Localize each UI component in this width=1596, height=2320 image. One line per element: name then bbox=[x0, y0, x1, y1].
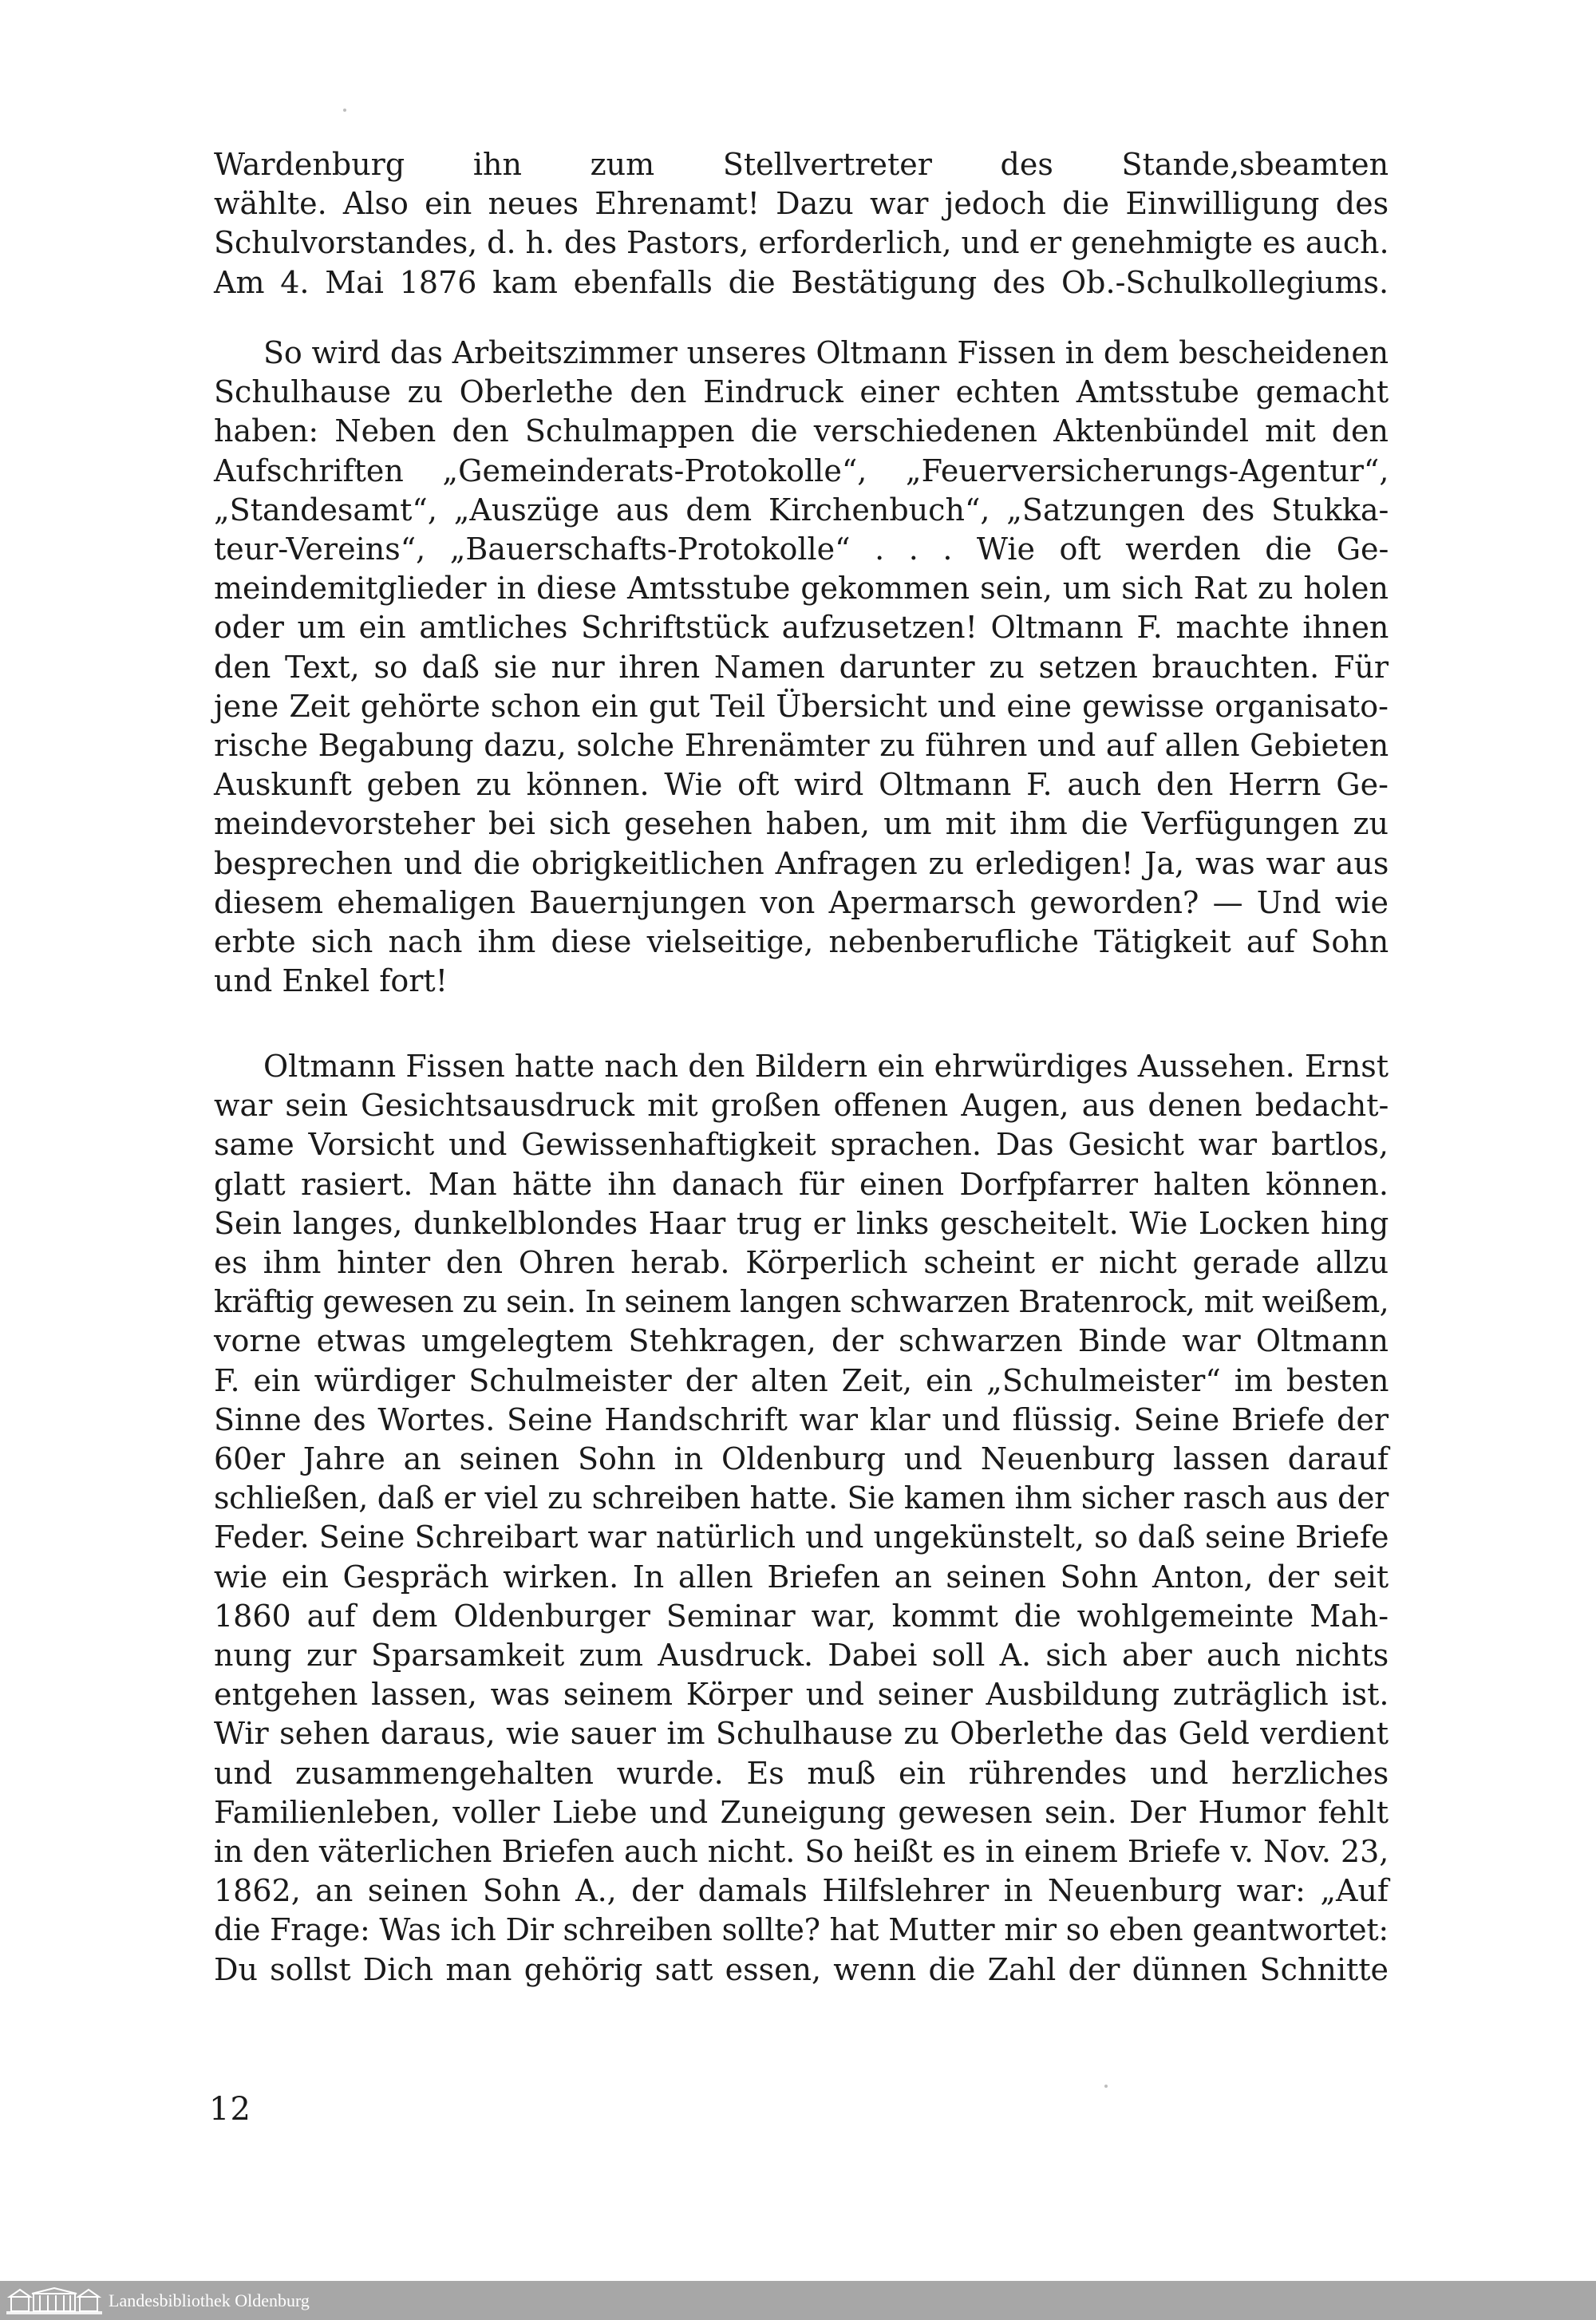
text-line: Schulhause zu Oberlethe den Eindruck einer echten Amtsstube gemacht bbox=[214, 374, 1389, 410]
text-line: teur-Vereins“, „Bauerschafts-Protokolle“ . . . Wie oft werden die Ge- bbox=[214, 532, 1389, 567]
text-line: 1862, an seinen Sohn A., der damals Hilfslehrer in Neuenburg war: „Auf bbox=[214, 1873, 1389, 1909]
text-line: besprechen und die obrigkeitlichen Anfragen zu erledigen! Ja, was war aus bbox=[214, 845, 1389, 881]
text-line: erbte sich nach ihm diese vielseitige, nebenberufliche Tätigkeit auf Sohn bbox=[214, 924, 1389, 960]
text-line: So wird das Arbeitszimmer unseres Oltmann Fissen in dem bescheidenen bbox=[263, 335, 1389, 370]
footer-bar bbox=[0, 2281, 1596, 2320]
text-line: Du sollst Dich man gehörig satt essen, wenn die Zahl der dünnen Schnitte bbox=[214, 1951, 1389, 1987]
text-line: kräftig gewesen zu sein. In seinem langen schwarzen Bratenrock, mit weißem, bbox=[214, 1284, 1389, 1320]
text-line: „Standesamt“, „Auszüge aus dem Kirchenbuch“, „Satzungen des Stukka- bbox=[214, 492, 1389, 528]
text-line: wie ein Gespräch wirken. In allen Briefen an seinen Sohn Anton, der seit bbox=[214, 1559, 1389, 1595]
paragraph-2 bbox=[214, 334, 1389, 1001]
text-line: Wardenburg ihn zum Stellvertreter des Stande‚sbeamten bbox=[214, 147, 1389, 182]
text-line: glatt rasiert. Man hätte ihn danach für einen Dorfpfarrer halten können. bbox=[214, 1166, 1389, 1202]
text-line: Sein langes, dunkelblondes Haar trug er links gescheitelt. Wie Locken hing bbox=[214, 1205, 1389, 1241]
text-line: schließen, daß er viel zu schreiben hatte. Sie kamen ihm sicher rasch aus der bbox=[214, 1480, 1389, 1516]
text-line: same Vorsicht und Gewissenhaftigkeit sprachen. Das Gesicht war bartlos, bbox=[214, 1127, 1389, 1163]
text-line: meindemitglieder in diese Amtsstube gekommen sein, um sich Rat zu holen bbox=[214, 571, 1389, 607]
text-line: den Text, so daß sie nur ihren Namen darunter zu setzen brauchten. Für bbox=[214, 649, 1389, 685]
text-line: die Frage: Was ich Dir schreiben sollte? hat Mutter mir so eben geantwortet: bbox=[214, 1912, 1389, 1948]
scan-speck bbox=[343, 109, 346, 112]
text-line: diesem ehemaligen Bauernjungen von Apermarsch geworden? — Und wie bbox=[214, 884, 1389, 920]
text-line: war sein Gesichtsausdruck mit großen offenen Augen, aus denen bedacht- bbox=[214, 1088, 1389, 1124]
text-line: Aufschriften „Gemeinderats-Protokolle“, „Feuerversicherungs-Agentur“, bbox=[214, 453, 1389, 488]
text-line: in den väterlichen Briefen auch nicht. So heißt es in einem Briefe v. Nov. 23, bbox=[214, 1834, 1389, 1870]
text-line: und zusammengehalten wurde. Es muß ein rührendes und herzliches bbox=[214, 1755, 1389, 1791]
text-line: rische Begabung dazu, solche Ehrenämter zu führen und auf allen Gebieten bbox=[214, 728, 1389, 764]
text-line: jene Zeit gehörte schon ein gut Teil Übersicht und eine gewisse organisato- bbox=[214, 688, 1389, 724]
library-name: Landesbibliothek Oldenburg bbox=[109, 2290, 310, 2310]
text-line: Feder. Seine Schreibart war natürlich und ungekünstelt, so daß seine Briefe bbox=[214, 1520, 1389, 1555]
paragraph-1 bbox=[214, 145, 1389, 302]
text-line: Sinne des Wortes. Seine Handschrift war klar und flüssig. Seine Briefe der bbox=[214, 1401, 1389, 1437]
text-line: nung zur Sparsamkeit zum Ausdruck. Dabei soll A. sich aber auch nichts bbox=[214, 1638, 1389, 1674]
paragraph-3 bbox=[214, 1047, 1389, 1990]
text-line: Oltmann Fissen hatte nach den Bildern ein ehrwürdiges Aussehen. Ernst bbox=[263, 1049, 1389, 1084]
text-line: 60er Jahre an seinen Sohn in Oldenburg und Neuenburg lassen darauf bbox=[214, 1441, 1389, 1477]
text-line: entgehen lassen, was seinem Körper und seiner Ausbildung zuträglich ist. bbox=[214, 1677, 1389, 1713]
text-line: Auskunft geben zu können. Wie oft wird Oltmann F. auch den Herrn Ge- bbox=[214, 767, 1389, 803]
text-line: oder um ein amtliches Schriftstück aufzusetzen! Oltmann F. machte ihnen bbox=[214, 610, 1389, 646]
text-line: es ihm hinter den Ohren herab. Körperlich scheint er nicht gerade allzu bbox=[214, 1245, 1389, 1281]
text-line: Wir sehen daraus, wie sauer im Schulhause zu Oberlethe das Geld verdient bbox=[214, 1716, 1389, 1752]
text-line: F. ein würdiger Schulmeister der alten Zeit, ein „Schulmeister“ im besten bbox=[214, 1362, 1389, 1398]
text-line: Am 4. Mai 1876 kam ebenfalls die Bestätigung des Ob.-Schulkollegiums. bbox=[214, 264, 1389, 300]
text-line: vorne etwas umgelegtem Stehkragen, der schwarzen Binde war Oltmann bbox=[214, 1323, 1389, 1359]
text-line: Schulvorstandes, d. h. des Pastors, erforderlich, und er genehmigte es auch. bbox=[214, 225, 1389, 261]
scan-speck bbox=[1104, 2085, 1108, 2088]
text-line: haben: Neben den Schulmappen die verschiedenen Aktenbündel mit den bbox=[214, 413, 1389, 449]
text-line: wählte. Also ein neues Ehrenamt! Dazu war jedoch die Einwilligung des bbox=[214, 186, 1389, 222]
page-number: 12 bbox=[209, 2091, 251, 2128]
text-line: und Enkel fort! bbox=[214, 963, 448, 999]
text-line: Familienleben, voller Liebe und Zuneigung gewesen sein. Der Humor fehlt bbox=[214, 1794, 1389, 1830]
text-line: meindevorsteher bei sich gesehen haben, um mit ihm die Verfügungen zu bbox=[214, 806, 1389, 842]
text-line: 1860 auf dem Oldenburger Seminar war, kommt die wohlgemeinte Mah- bbox=[214, 1598, 1389, 1634]
library-building-icon bbox=[6, 2287, 102, 2314]
